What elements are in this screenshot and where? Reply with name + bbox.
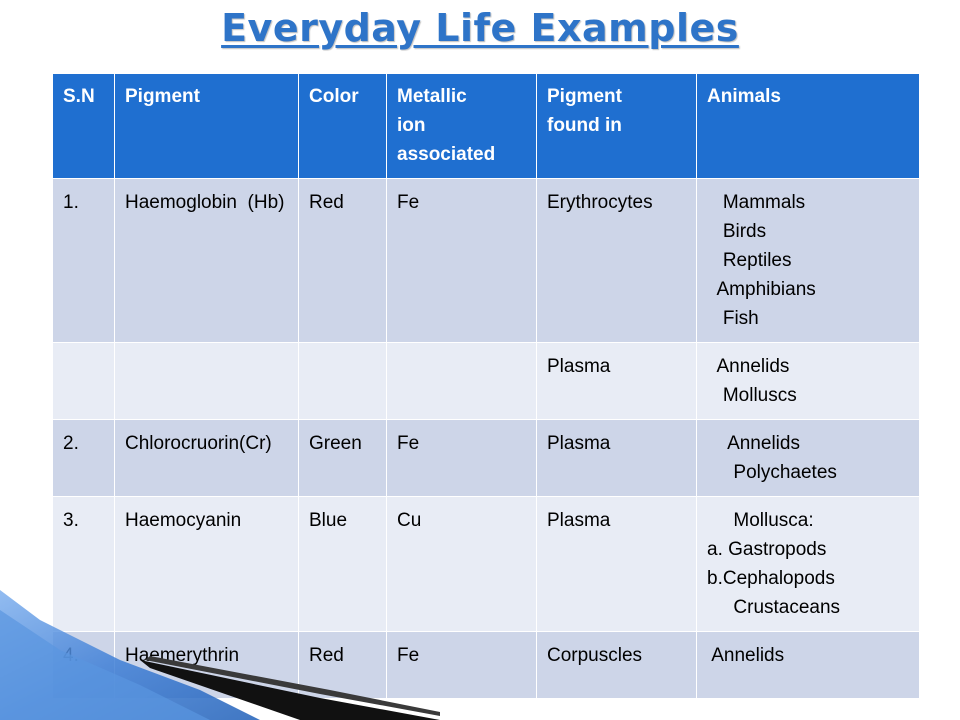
table-row <box>53 179 920 343</box>
header-animals: Animals <box>697 74 920 179</box>
header-sn: S.N <box>53 74 115 179</box>
cell-color: Red <box>299 179 387 343</box>
cell-animals: Annelids Polychaetes <box>697 420 920 497</box>
header-row <box>53 74 920 179</box>
cell-color: Green <box>299 420 387 497</box>
table-row <box>53 420 920 497</box>
cell-ion: Fe <box>387 179 537 343</box>
cell-sn: 3. <box>53 497 115 632</box>
cell-ion: Fe <box>387 632 537 699</box>
cell-sn <box>53 343 115 420</box>
cell-pigment: Haemoglobin (Hb) <box>115 179 299 343</box>
cell-animals: Annelids Molluscs <box>697 343 920 420</box>
cell-color: Blue <box>299 497 387 632</box>
table-row <box>53 343 920 420</box>
header-color: Color <box>299 74 387 179</box>
cell-sn: 2. <box>53 420 115 497</box>
cell-ion: Cu <box>387 497 537 632</box>
cell-pigment: Chlorocruorin(Cr) <box>115 420 299 497</box>
cell-ion <box>387 343 537 420</box>
cell-color: Red <box>299 632 387 699</box>
cell-found-in: Plasma <box>537 343 697 420</box>
cell-ion: Fe <box>387 420 537 497</box>
cell-animals: Mollusca: a. Gastropods b.Cephalopods Crustaceans <box>697 497 920 632</box>
cell-found-in: Corpuscles <box>537 632 697 699</box>
header-pigment: Pigment <box>115 74 299 179</box>
cell-sn: 1. <box>53 179 115 343</box>
slide-corner-decoration <box>0 590 440 720</box>
slide-title: Everyday Life Examples <box>221 6 739 50</box>
cell-found-in: Plasma <box>537 420 697 497</box>
cell-found-in: Erythrocytes <box>537 179 697 343</box>
cell-pigment: Haemerythrin <box>115 632 299 699</box>
cell-color <box>299 343 387 420</box>
header-found-in: Pigment found in <box>537 74 697 179</box>
cell-animals: Mammals Birds Reptiles Amphibians Fish <box>697 179 920 343</box>
cell-pigment <box>115 343 299 420</box>
header-metallic-ion: Metallic ion associated <box>387 74 537 179</box>
cell-pigment: Haemocyanin <box>115 497 299 632</box>
cell-animals: Annelids <box>697 632 920 699</box>
cell-found-in: Plasma <box>537 497 697 632</box>
